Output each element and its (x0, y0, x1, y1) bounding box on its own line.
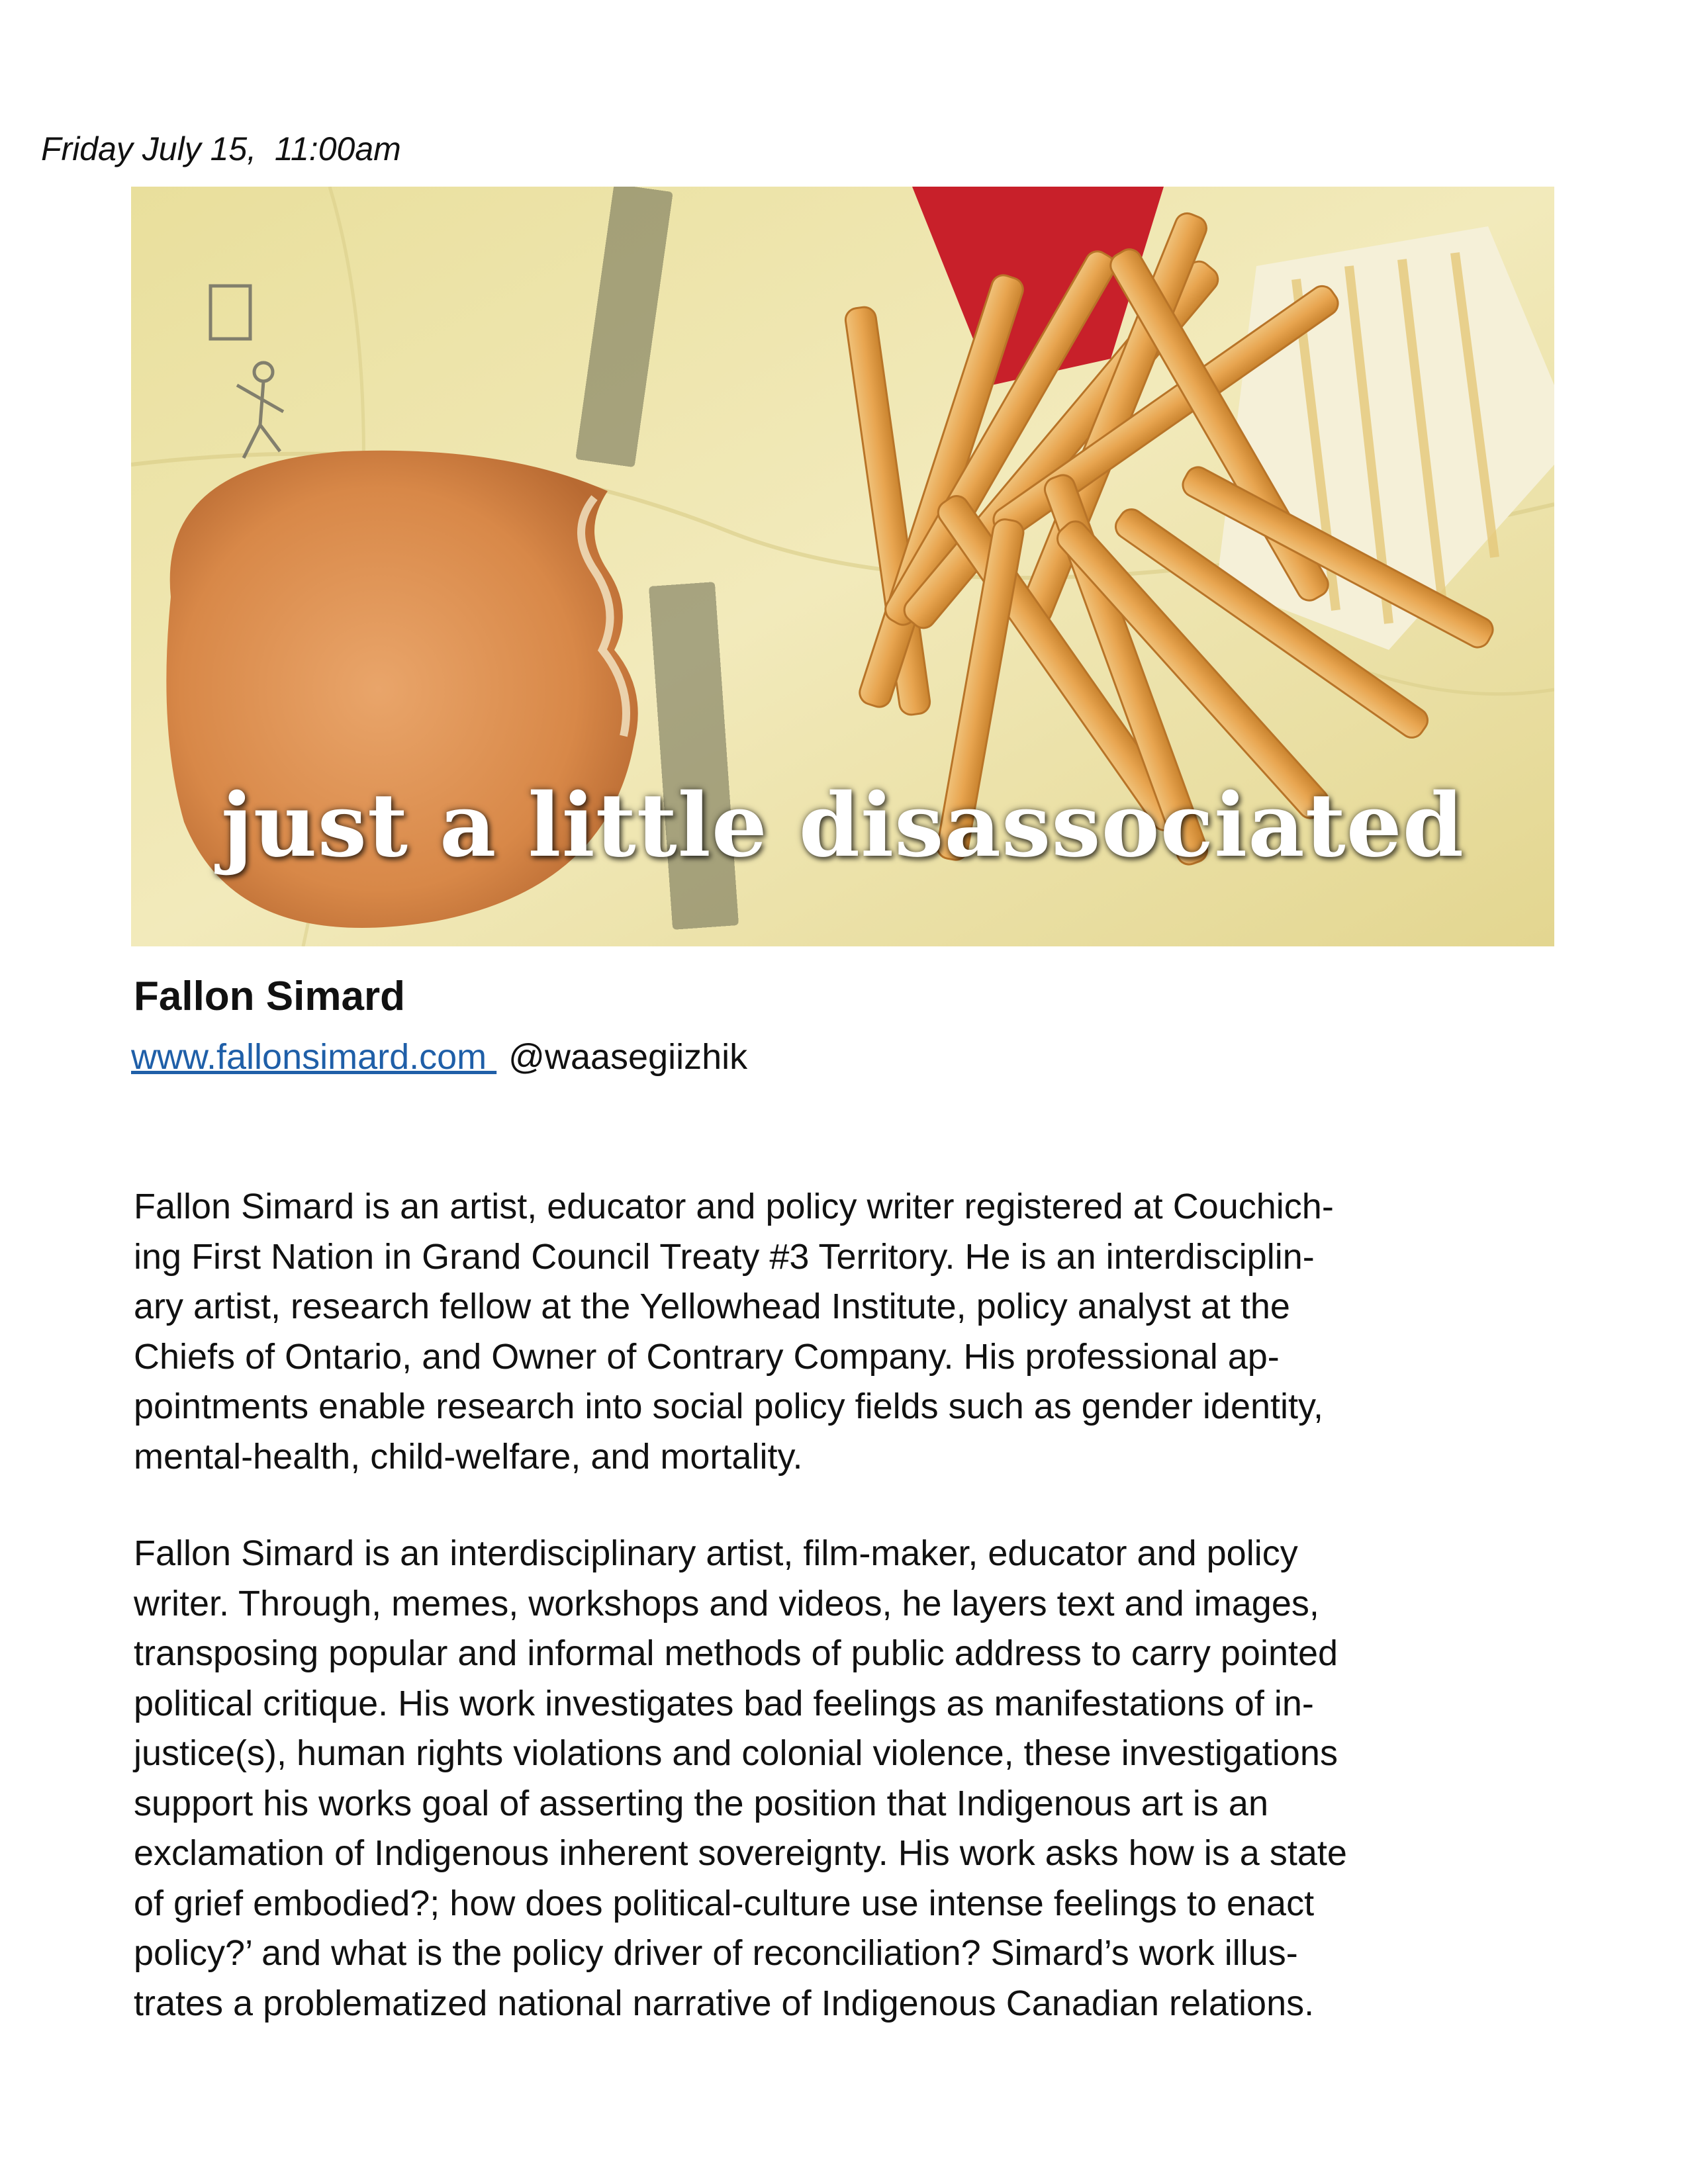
bio-line: political critique. His work investigates bad feelings as manifestations of in- (134, 1683, 1314, 1723)
bio-paragraph-1 (134, 1182, 1550, 1482)
bio-line: trates a problematized national narrative of Indigenous Canadian relations. (134, 1983, 1315, 2023)
bio-line: support his works goal of asserting the position that Indigenous art is an (134, 1783, 1268, 1823)
social-handle: @waasegiizhik (508, 1037, 748, 1077)
bio-line: pointments enable research into social policy fields such as gender identity, (134, 1387, 1324, 1426)
event-date-time: Friday July 15, 11:00am (41, 130, 401, 167)
bio-line: Chiefs of Ontario, and Owner of Contrary Company. His professional ap- (134, 1336, 1280, 1377)
bio-line: transposing popular and informal methods of public address to carry pointed (134, 1633, 1338, 1673)
bio-line: mental-health, child-welfare, and mortality. (134, 1436, 803, 1477)
bio-line: exclamation of Indigenous inherent sovereignty. His work asks how is a state (134, 1833, 1347, 1873)
bio-line: writer. Through, memes, workshops and videos, he layers text and images, (134, 1583, 1319, 1623)
bio-line: Fallon Simard is an artist, educator and policy writer registered at Couchich- (134, 1187, 1334, 1226)
bio-line: ary artist, research fellow at the Yellowhead Institute, policy analyst at the (134, 1287, 1290, 1326)
artist-links (131, 1036, 747, 1077)
bio-paragraph-2 (134, 1529, 1550, 2028)
hero-caption: just a little disassociated (220, 774, 1465, 877)
bio-line: justice(s), human rights violations and colonial violence, these investigations (134, 1733, 1338, 1773)
bio-line: ing First Nation in Grand Council Treaty #3 Territory. He is an interdisciplin- (134, 1236, 1315, 1277)
bio-line: policy?’ and what is the policy driver of reconciliation? Simard’s work illus- (134, 1933, 1298, 1973)
artist-name: Fallon Simard (134, 974, 405, 1019)
website-link[interactable]: www.fallonsimard.com (131, 1037, 497, 1077)
bio-line: Fallon Simard is an interdisciplinary artist, film-maker, educator and policy (134, 1533, 1298, 1573)
hero-image (131, 187, 1554, 946)
bio-line: of grief embodied?; how does political-culture use intense feelings to enact (134, 1883, 1315, 1923)
